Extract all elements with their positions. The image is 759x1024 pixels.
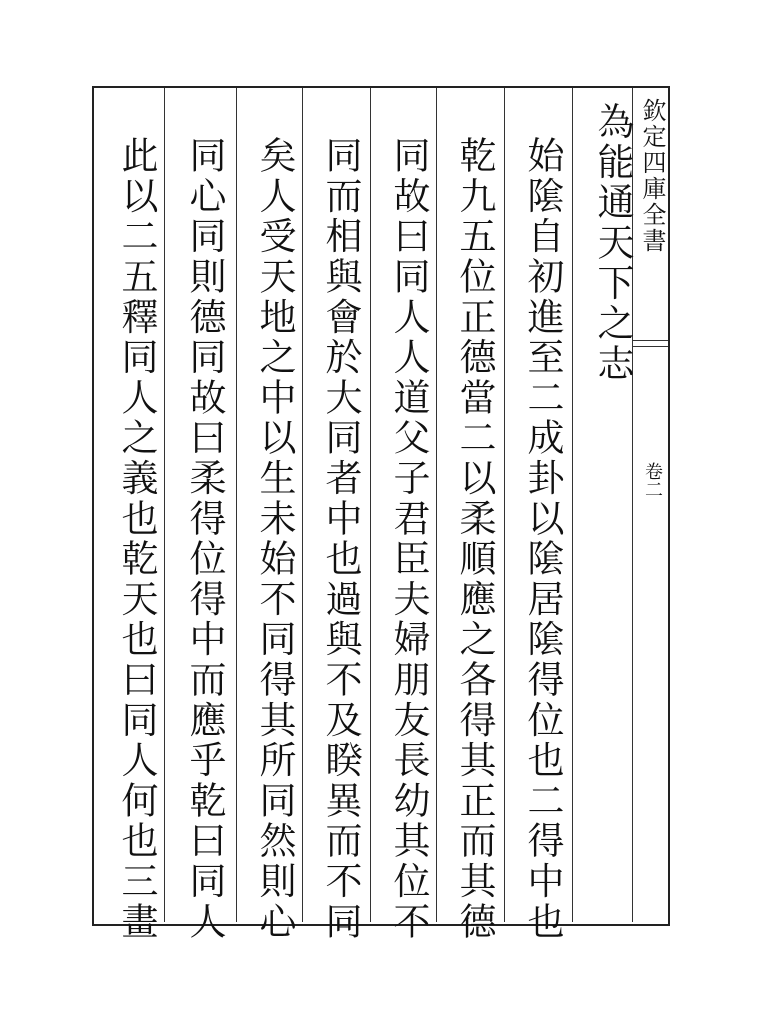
column-divider [504,88,505,922]
column-divider [436,88,437,922]
text-column-8: 此以二五釋同人之義也乾天也曰同人何也三畫 [115,136,158,942]
fold-mark-upper-2 [633,346,668,347]
margin-book-title: 欽定四庫全書 [638,98,666,254]
margin-juan-number: 卷二 [642,462,663,498]
text-column-4: 同故曰同人人道父子君臣夫婦朋友長幼其位不 [387,136,430,942]
text-column-6: 矣人受天地之中以生未始不同得其所同然則心 [253,136,296,942]
text-column-2: 始隂自初進至二成卦以隂居隂得位也二得中也 [521,136,564,942]
column-divider [236,88,237,922]
column-divider [370,88,371,922]
text-column-7: 同心同則德同故曰柔得位得中而應乎乾曰同人 [183,136,226,942]
fold-mark-upper [633,340,668,341]
column-divider [302,88,303,922]
text-column-3: 乾九五位正德當二以柔順應之各得其正而其德 [453,136,496,942]
text-column-1: 為能通天下之志 [591,102,634,385]
text-column-5: 同而相與會於大同者中也過與不及睽異而不同 [319,136,362,942]
column-divider [164,88,165,922]
page-border [92,86,670,926]
column-divider [572,88,573,922]
